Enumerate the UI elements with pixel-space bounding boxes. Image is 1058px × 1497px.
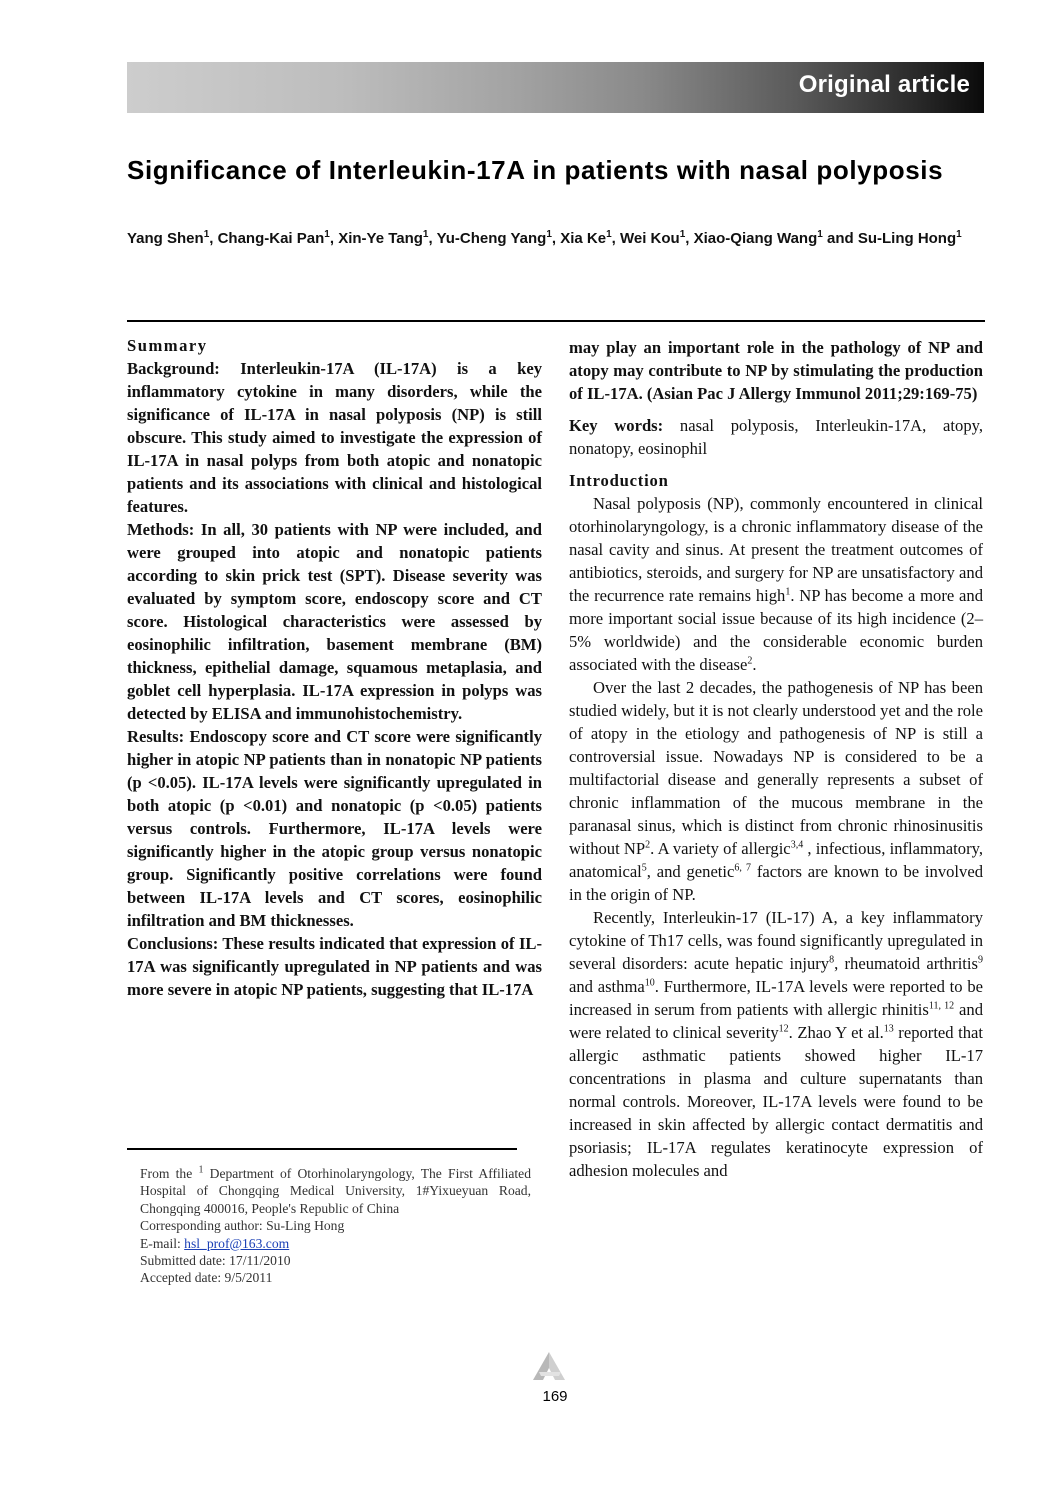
article-type-label: Original article xyxy=(798,71,970,98)
affiliation-marker: 1 xyxy=(198,1164,204,1176)
author-affiliation-marker: 1 xyxy=(817,229,823,240)
author-name: Yu-Cheng Yang xyxy=(436,230,547,247)
citation-marker: 12 xyxy=(778,1023,789,1035)
author-name: Xin-Ye Tang xyxy=(338,230,423,247)
author-name: Xia Ke xyxy=(560,230,607,247)
author-affiliation-marker: 1 xyxy=(606,229,612,240)
citation-marker: 13 xyxy=(883,1023,894,1035)
author-name: Yang Shen xyxy=(127,230,204,247)
journal-logo-icon xyxy=(531,1350,567,1382)
corresponding-author xyxy=(140,1217,531,1234)
author-name: Chang-Kai Pan xyxy=(217,230,325,247)
submitted-value: 17/11/2010 xyxy=(229,1253,291,1269)
citation-marker: 10 xyxy=(644,977,655,989)
author-affiliation-marker: 1 xyxy=(546,229,552,240)
citation-marker: 5 xyxy=(641,862,647,874)
author-affiliation-marker: 1 xyxy=(956,229,962,240)
affiliation-footnote xyxy=(140,1165,531,1287)
author-separator: , xyxy=(685,230,694,247)
abstract-results xyxy=(127,725,542,932)
corresponding-name: Su-Ling Hong xyxy=(266,1218,345,1234)
affiliation xyxy=(140,1165,531,1217)
keywords-label: Key words: xyxy=(569,416,664,435)
accepted-value: 9/5/2011 xyxy=(224,1270,273,1286)
citation-marker: 3,4 xyxy=(790,839,804,851)
author-separator: , xyxy=(611,230,620,247)
author-affiliation-marker: 1 xyxy=(203,229,210,240)
author-name: Su-Ling Hong xyxy=(857,230,957,247)
email-link[interactable]: hsl_prof@163.com xyxy=(184,1235,290,1251)
footnote-divider xyxy=(127,1148,517,1150)
summary-heading: Summary xyxy=(127,336,208,355)
abstract-methods xyxy=(127,518,542,725)
background-label: Background: xyxy=(127,359,220,378)
background-text: Interleukin-17A (IL-17A) is a key inflammatory cytokine in many disorders, while the significance of IL-17A in nasal polyposis (NP) is still obscure. This study aimed to investigate the expression of IL-17A in nasal polyps from both atopic and nonatopic patients and its associations with clinical and histological features. xyxy=(127,359,542,516)
author-separator: , xyxy=(329,230,339,247)
author-separator: and xyxy=(822,230,858,247)
author-name: Wei Kou xyxy=(619,230,680,247)
email-line xyxy=(140,1235,531,1252)
page-number: 169 xyxy=(542,1388,568,1405)
author-separator: , xyxy=(551,230,561,247)
citation-marker: 2 xyxy=(747,655,753,667)
author-name: Xiao-Qiang Wang xyxy=(693,230,818,247)
citation-marker: 8 xyxy=(829,954,835,966)
accepted-label: Accepted date: xyxy=(140,1270,225,1286)
author-affiliation-marker: 1 xyxy=(324,229,330,240)
results-text: Endoscopy score and CT score were significantly higher in atopic NP patients than in nonatopic NP patients (p <0.05). IL-17A levels were significantly upregulated in both atopic (p <0.01) and nonatopic (p <0.05) patients versus controls. Furthermore, IL-17A levels were significantly higher in the atopic group versus nonatopic group. Significantly positive correlations were found between IL-17A levels and CT scores, eosinophilic infiltration and BM thicknesses. xyxy=(127,727,542,930)
citation-marker: 11, 12 xyxy=(928,1000,955,1012)
submitted-date xyxy=(140,1252,531,1269)
keywords xyxy=(569,414,983,460)
citation-marker: 9 xyxy=(977,954,983,966)
intro-paragraph-2: Over the last 2 decades, the pathogenesis of NP has been studied widely, but it is not clearly understood yet and the role of atopy in the etiology and pathogenesis of NP is still a controversial issue. Nowadays NP is considered to be a multifactorial disease and generally represents a subset of chronic inflammation of the mucous membrane in the paranasal sinus, which is distinct from chronic rhinosinusitis without $NP^2$. A variety of allergic$^{3,4}$ , infectious, inflammatory, anatomical$^5$, and genetic$^{6, 7}$ factors are known to be involved in the origin of NP. xyxy=(569,678,983,904)
conclusions-label: Conclusions: xyxy=(127,934,219,953)
author-separator: , xyxy=(428,230,437,247)
accepted-date xyxy=(140,1269,531,1286)
results-label: Results: xyxy=(127,727,185,746)
citation-marker: 6, 7 xyxy=(734,862,752,874)
methods-text: In all, 30 patients with NP were included, and were grouped into atopic and nonatopic patients according to skin prick test (SPT). Disease severity was evaluated by symptom score, endoscopy score and CT score. Histological characteristics were assessed by eosinophilic infiltration, basement membrane (BM) thickness, epithelial damage, squamous metaplasia, and goblet cell hyperplasia. IL-17A expression in polyps was detected by ELISA and immunohistochemistry. xyxy=(127,520,542,723)
intro-paragraph-1: Nasal polyposis (NP), commonly encountered in clinical otorhinolaryngology, is a chronic inflammatory disease of the nasal cavity and sinus. At present the treatment outcomes of antibiotics, steroids, and surgery for NP are unsatisfactory and the recurrence rate remains high$^1$. NP has become a more and more important social issue because of its high incidence (2–5% worldwide) and the considerable economic burden associated with the disease$^2$. xyxy=(569,494,983,674)
submitted-label: Submitted date: xyxy=(140,1253,230,1269)
intro-paragraph-3: Recently, Interleukin-17 (IL-17) A, a key inflammatory cytokine of Th17 cells, was found significantly upregulated in several disorders: acute hepatic injury$^8$, rheumatoid arthritis$^9$ and asthma$^{10}$. Furthermore, IL-17A levels were reported to be increased in serum from patients with allergic rhinitis$^{11, 12}$ and were related to clinical severity$^{12}$. Zhao Y et al.$^{13}$ reported that allergic asthmatic patients showed higher IL-17 concentrations in plasma and culture supernatants than normal controls. Moreover, IL-17A levels were found to be increased in skin affected by allergic contact dermatitis and psoriasis; IL-17A regulates keratinocyte expression of adhesion molecules and xyxy=(569,908,983,1180)
author-affiliation-marker: 1 xyxy=(679,229,686,240)
from-prefix: From the xyxy=(140,1166,199,1181)
article-title: Significance of Interleukin-17A in patients with nasal polyposis xyxy=(127,155,944,185)
citation-marker: 2 xyxy=(645,839,651,851)
affiliation-text: Department of Otorhinolaryngology, The First Affiliated Hospital of Chongqing Medical University, 1#Yixueyuan Road, Chongqing 400016, People's Republic of China xyxy=(140,1166,531,1216)
header-divider xyxy=(127,320,985,322)
author-list xyxy=(127,224,987,254)
abstract-conclusions-continued: may play an important role in the pathology of NP and atopy may contribute to NP by stimulating the production of IL-17A. (Asian Pac J Allergy Immunol 2011;29:169-75) xyxy=(569,338,983,403)
abstract-conclusions xyxy=(127,932,542,1001)
email-label: E-mail: xyxy=(140,1235,185,1251)
introduction-heading: Introduction xyxy=(569,471,669,490)
abstract-background xyxy=(127,357,542,518)
keywords-text: nasal polyposis, Interleukin-17A, atopy, nonatopy, eosinophil xyxy=(569,416,983,458)
corresponding-label: Corresponding author: xyxy=(140,1218,267,1234)
abstract-column xyxy=(127,334,542,1001)
citation-marker: 1 xyxy=(785,586,791,598)
methods-label: Methods: xyxy=(127,520,195,539)
author-separator: , xyxy=(209,230,218,247)
conclusions-text-part1: These results indicated that expression of IL-17A was significantly upregulated in NP patients and was more severe in atopic NP patients, suggesting that IL-17A xyxy=(127,934,542,999)
body-column xyxy=(569,336,983,1182)
section-banner xyxy=(127,62,984,113)
author-affiliation-marker: 1 xyxy=(422,229,429,240)
